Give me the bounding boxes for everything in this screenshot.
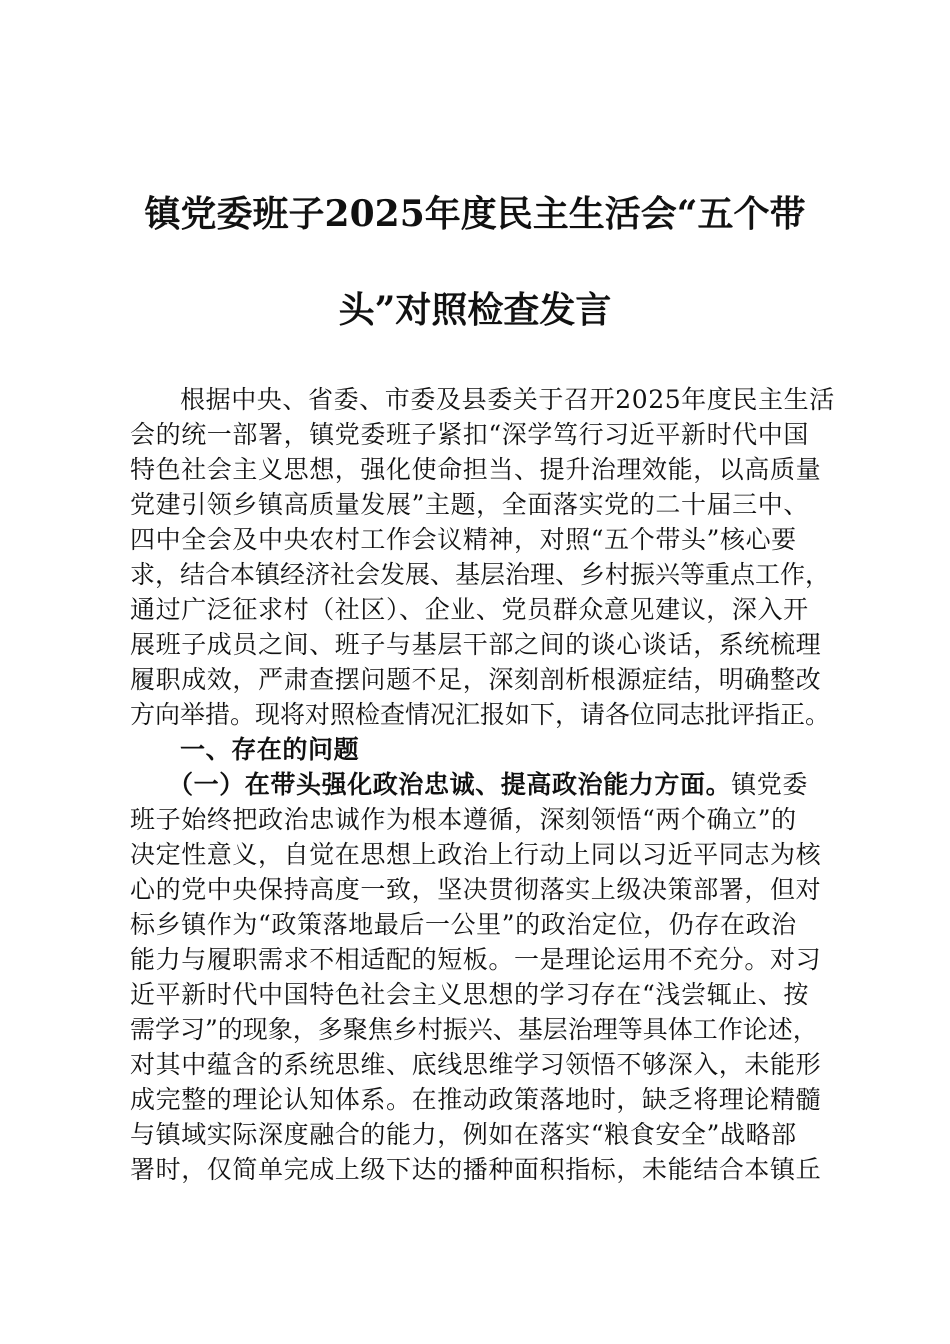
intro-paragraph-line: 展班子成员之间、班子与基层干部之间的谈心谈话，系统梳理 xyxy=(130,630,822,659)
intro-paragraph-line: 求，结合本镇经济社会发展、基层治理、乡村振兴等重点工作， xyxy=(130,560,831,589)
intro-paragraph-line: 通过广泛征求村（社区）、企业、党员群众意见建议，深入开 xyxy=(130,595,809,624)
subsection-paragraph-line: 决定性意义，自觉在思想上政治上行动上同以习近平同志为核 xyxy=(130,840,822,869)
subsection-paragraph-line: 班子始终把政治忠诚作为根本遵循，深刻领悟“两个确立”的 xyxy=(130,805,797,834)
subsection-first-line xyxy=(168,768,832,802)
subsection-paragraph-line: 需学习”的现象，多聚焦乡村振兴、基层治理等具体工作论述， xyxy=(130,1015,818,1044)
subsection-paragraph-line: 对其中蕴含的系统思维、底线思维学习领悟不够深入，未能形 xyxy=(130,1050,822,1079)
subsection-first-line-text: 镇党委 xyxy=(731,770,809,799)
intro-paragraph-line: 履职成效，严肃查摆问题不足，深刻剖析根源症结，明确整改 xyxy=(130,665,822,694)
subsection-paragraph-line: 标乡镇作为“政策落地最后一公里”的政治定位，仍存在政治 xyxy=(130,910,797,939)
document-title-line-1: 镇党委班子2025年度民主生活会“五个带 xyxy=(144,193,806,235)
intro-paragraph-line: 方向举措。现将对照检查情况汇报如下，请各位同志批评指正。 xyxy=(130,700,831,729)
subsection-paragraph-line: 心的党中央保持高度一致，坚决贯彻落实上级决策部署，但对 xyxy=(130,875,822,904)
subsection-heading: （一）在带头强化政治忠诚、提高政治能力方面。 xyxy=(168,770,732,799)
subsection-paragraph-line: 近平新时代中国特色社会主义思想的学习存在“浅尝辄止、按 xyxy=(130,980,809,1009)
section-heading: 一、存在的问题 xyxy=(180,735,360,764)
intro-paragraph-line: 四中全会及中央农村工作会议精神，对照“五个带头”核心要 xyxy=(130,525,797,554)
subsection-paragraph-line: 能力与履职需求不相适配的短板。一是理论运用不充分。对习 xyxy=(130,945,822,974)
intro-paragraph-line: 会的统一部署，镇党委班子紧扣“深学笃行习近平新时代中国 xyxy=(130,420,809,449)
intro-paragraph-line: 根据中央、省委、市委及县委关于召开2025年度民主生活 xyxy=(180,385,835,414)
subsection-paragraph-line: 署时，仅简单完成上级下达的播种面积指标，未能结合本镇丘 xyxy=(130,1155,822,1184)
subsection-paragraph-line: 与镇域实际深度融合的能力，例如在落实“粮食安全”战略部 xyxy=(130,1120,797,1149)
intro-paragraph-line: 特色社会主义思想，强化使命担当、提升治理效能，以高质量 xyxy=(130,455,822,484)
document-title-line-2: 头”对照检查发言 xyxy=(338,289,612,331)
intro-paragraph-line: 党建引领乡镇高质量发展”主题，全面落实党的二十届三中、 xyxy=(130,490,809,519)
subsection-paragraph-line: 成完整的理论认知体系。在推动政策落地时，缺乏将理论精髓 xyxy=(130,1085,822,1114)
